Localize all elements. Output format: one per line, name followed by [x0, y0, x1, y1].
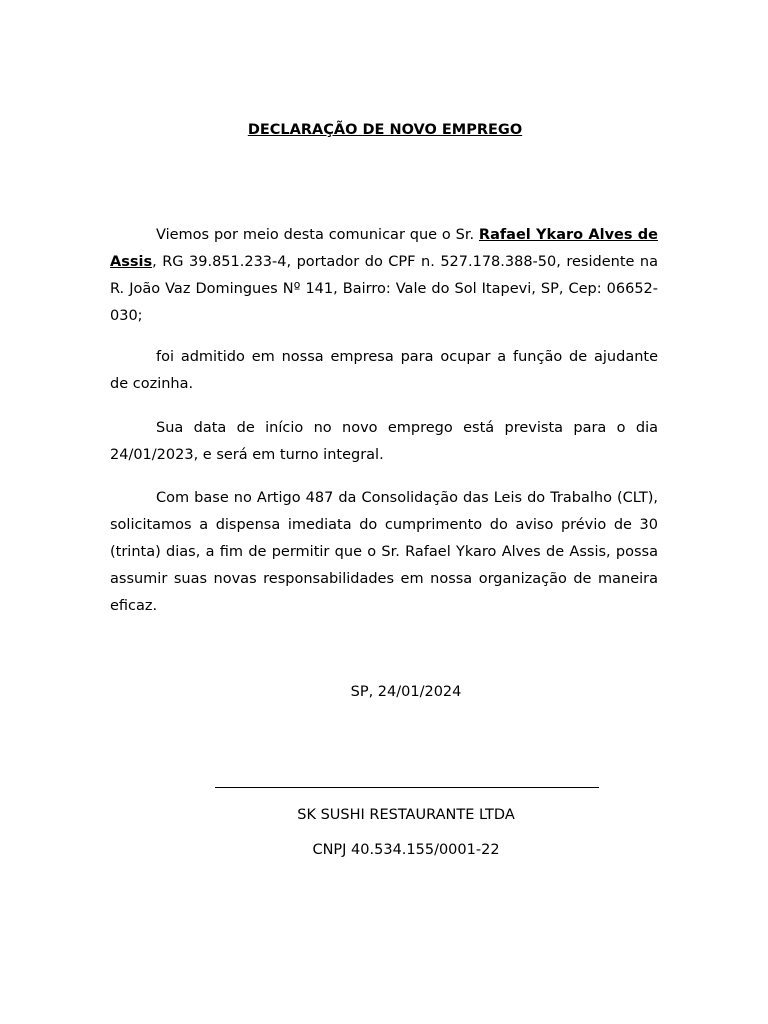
paragraph-notice-waiver [110, 485, 658, 620]
paragraph-admission [110, 344, 658, 398]
document-title-text: DECLARAÇÃO DE NOVO EMPREGO [247, 122, 523, 138]
document-title [0, 121, 768, 139]
company-name: SK SUSHI RESTAURANTE LTDA [297, 807, 515, 823]
place-date: SP, 24/01/2024 [350, 684, 462, 700]
paragraph-start-date [110, 415, 658, 469]
employee-name: Rafael Ykaro Alves de Assis [110, 227, 658, 270]
signature-line [215, 787, 599, 788]
paragraph-1-details: , RG 39.851.233-4, portador do CPF n. 527.178.388-50, residente na R. João Vaz Domingues Nº 141, Bairro: Vale do Sol Itapevi, SP, Cep: 06652-030; [110, 254, 658, 324]
paragraph-4: Com base no Artigo 487 da Consolidação das Leis do Trabalho (CLT), solicitamos a dispensa imediata do cumprimento do aviso prévio de 30 (trinta) dias, a fim de permitir que o Sr. Rafael Ykaro Alves de Assis, possa assumir suas novas responsabilidades em nossa organização de maneira eficaz. [110, 490, 658, 614]
paragraph-1-intro: Viemos por meio desta comunicar que o Sr. [156, 227, 479, 243]
company-cnpj: CNPJ 40.534.155/0001-22 [312, 842, 500, 858]
paragraph-employee-identification [110, 222, 658, 330]
paragraph-2: foi admitido em nossa empresa para ocupar a função de ajudante de cozinha. [110, 349, 658, 392]
paragraph-3: Sua data de início no novo emprego está prevista para o dia 24/01/2023, e será em turno integral. [110, 420, 658, 463]
paragraph-1 [110, 222, 658, 330]
